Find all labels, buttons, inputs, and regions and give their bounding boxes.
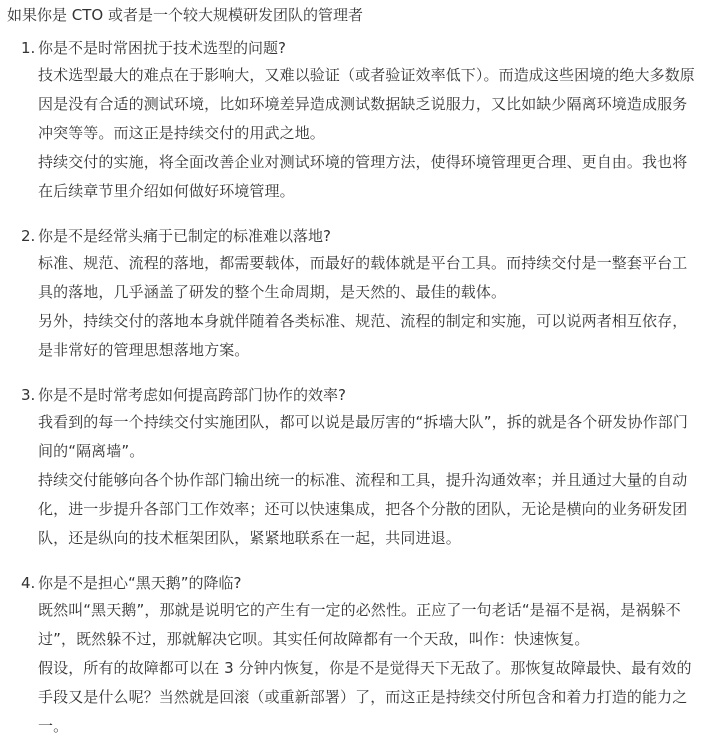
list-number: 1.: [21, 39, 36, 57]
question-list: [7, 36, 697, 741]
list-item: [7, 571, 697, 741]
answer-paragraph: 技术选型最大的难点在于影响大，又难以验证（或者验证效率低下）。而造成这些困境的绝大多数原因是没有合适的测试环境，比如环境差异造成测试数据缺乏说服力，又比如缺少隔离环境造成服务冲突等等。而这正是持续交付的用武之地。: [38, 66, 695, 142]
question-title: 你是不是经常头痛于已制定的标准难以落地?: [38, 227, 331, 245]
answer-paragraph: 持续交付的实施，将全面改善企业对测试环境的管理方法，使得环境管理更合理、更自由。我也将在后续章节里介绍如何做好环境管理。: [38, 153, 688, 200]
list-number: 2.: [21, 227, 36, 245]
list-item: [7, 383, 697, 553]
answer-paragraph: 另外，持续交付的落地本身就伴随着各类标准、规范、流程的制定和实施，可以说两者相互依存，是非常好的管理思想落地方案。: [38, 312, 688, 359]
question-title: 你是不是担心“黑天鹅”的降临?: [38, 574, 242, 592]
question-title: 你是不是时常考虑如何提高跨部门协作的效率?: [38, 386, 346, 404]
question-title: 你是不是时常困扰于技术选型的问题?: [38, 39, 286, 57]
intro-text: 如果你是 CTO 或者是一个较大规模研发团队的管理者: [7, 6, 363, 24]
answer-paragraph: 标准、规范、流程的落地，都需要载体，而最好的载体就是平台工具。而持续交付是一整套平台工具的落地，几乎涵盖了研发的整个生命周期，是天然的、最佳的载体。: [38, 254, 688, 301]
list-item: [7, 224, 697, 365]
list-item: [7, 36, 697, 206]
list-number: 4.: [21, 574, 36, 592]
answer-paragraph: 假设，所有的故障都可以在 3 分钟内恢复，你是不是觉得天下无敌了。那恢复故障最快、最有效的手段又是什么呢？当然就是回滚（或重新部署）了，而这正是持续交付所包含和着力打造的能力之一。: [38, 659, 692, 735]
answer-paragraph: 我看到的每一个持续交付实施团队，都可以说是最厉害的“拆墙大队”，拆的就是各个研发协作部门间的“隔离墙”。: [38, 413, 688, 460]
list-number: 3.: [21, 386, 36, 404]
answer-paragraph: 既然叫“黑天鹅”，那就是说明它的产生有一定的必然性。正应了一句老话“是福不是祸，是祸躲不过”，既然躲不过，那就解决它呗。其实任何故障都有一个天敌，叫作：快速恢复。: [38, 601, 681, 648]
answer-paragraph: 持续交付能够向各个协作部门输出统一的标准、流程和工具，提升沟通效率；并且通过大量的自动化，进一步提升各部门工作效率；还可以快速集成，把各个分散的团队，无论是横向的业务研发团队，还是纵向的技术框架团队，紧紧地联系在一起，共同进退。: [38, 471, 688, 547]
